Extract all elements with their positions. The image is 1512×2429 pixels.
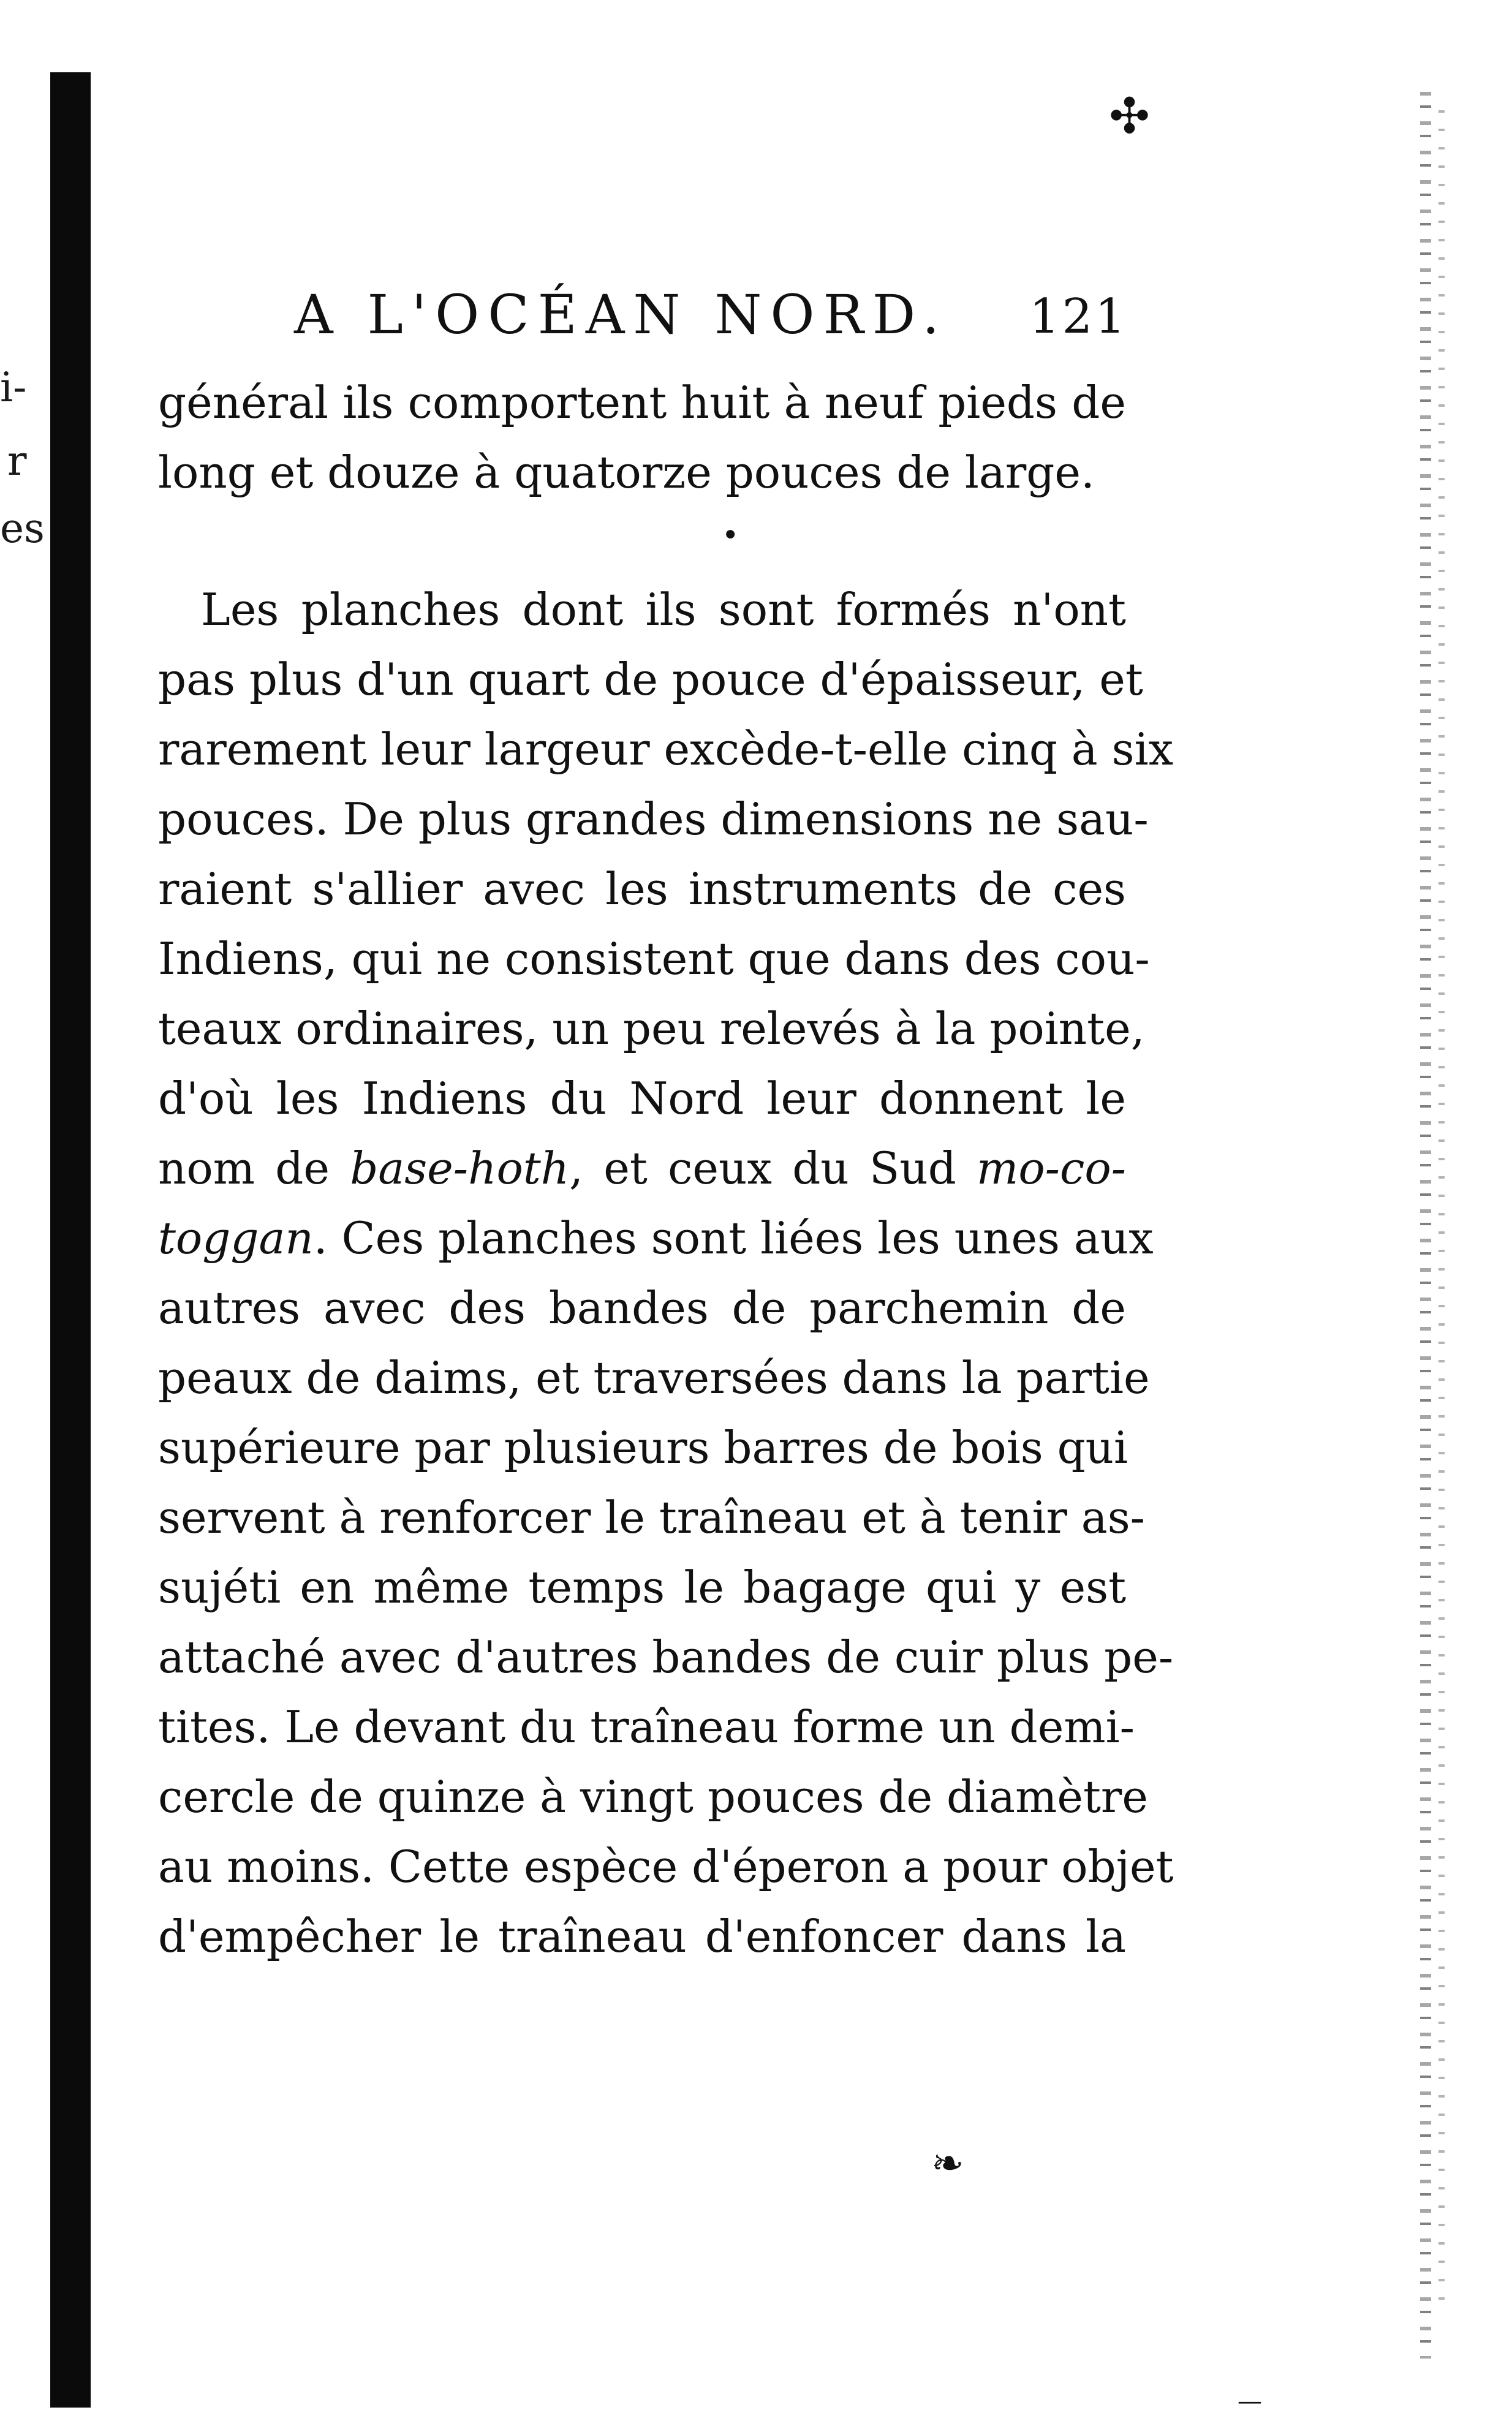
text-line — [158, 1133, 1126, 1203]
text-line: pas plus d'un quart de pouce d'épaisseur, et — [158, 654, 1143, 705]
text-segment: . Ces planches sont liées les unes aux — [313, 1212, 1154, 1264]
text-line: d'empêcher le traîneau d'enfoncer dans la — [158, 1911, 1126, 1962]
running-title: A L'OCÉAN NORD. — [294, 283, 948, 346]
text-line — [158, 1203, 1154, 1273]
text-line: servent à renforcer le traîneau et à tenir as- — [158, 1492, 1145, 1543]
text-line: rarement leur largeur excède-t-elle cinq à six — [158, 723, 1174, 775]
italic-term: mo-co- — [977, 1143, 1126, 1194]
text-line: général ils comportent huit à neuf pieds de — [158, 377, 1126, 428]
facing-page-fragment: i- — [0, 364, 27, 411]
text-line: teaux ordinaires, un peu relevés à la pointe, — [158, 1003, 1145, 1054]
page-header — [294, 283, 1152, 361]
facing-page-fragment: r — [7, 437, 27, 485]
page-edge-shadow — [1438, 110, 1445, 2316]
text-line: d'où les Indiens du Nord leur donnent le — [158, 1073, 1126, 1124]
text-line: autres avec des bandes de parchemin de — [158, 1282, 1126, 1334]
text-line: pouces. De plus grandes dimensions ne sau- — [158, 793, 1149, 845]
text-line: cercle de quinze à vingt pouces de diamètre — [158, 1771, 1148, 1823]
text-line: sujéti en même temps le bagage qui y est — [158, 1562, 1126, 1613]
stray-mark: ❧ — [931, 2141, 964, 2186]
text-line: supérieure par plusieurs barres de bois qui — [158, 1422, 1128, 1473]
text-line: long et douze à quatorze pouces de large. — [158, 447, 1095, 498]
text-line: Indiens, qui ne consistent que dans des cou- — [158, 933, 1150, 984]
italic-term: toggan — [158, 1212, 314, 1264]
text-segment: , et ceux du Sud — [569, 1143, 977, 1194]
text-line: Les planches dont ils sont formés n'ont — [201, 584, 1126, 635]
stray-mark: • — [722, 518, 739, 553]
ornament-mark: ✣ — [1109, 88, 1151, 145]
paragraph-gap — [158, 507, 1126, 575]
page-number: 121 — [1029, 289, 1128, 344]
text-line: raient s'allier avec les instruments de ces — [158, 863, 1126, 915]
text-line: peaux de daims, et traversées dans la partie — [158, 1352, 1150, 1403]
text-line: tites. Le devant du traîneau forme un demi- — [158, 1701, 1135, 1753]
text-line: attaché avec d'autres bandes de cuir plus pe- — [158, 1631, 1174, 1683]
facing-page-fragments — [0, 0, 49, 2429]
binding-gutter — [50, 72, 91, 2408]
stray-mark: — — [1238, 2387, 1262, 2416]
text-line: au moins. Cette espèce d'éperon a pour objet — [158, 1841, 1174, 1892]
body-text — [158, 368, 1174, 1971]
paragraph — [158, 575, 1174, 1971]
paragraph — [158, 368, 1126, 507]
page-edge-shadow — [1420, 92, 1431, 2359]
facing-page-fragment: es — [0, 505, 45, 552]
italic-term: base-hoth — [350, 1143, 570, 1194]
text-segment: nom de — [158, 1143, 350, 1194]
